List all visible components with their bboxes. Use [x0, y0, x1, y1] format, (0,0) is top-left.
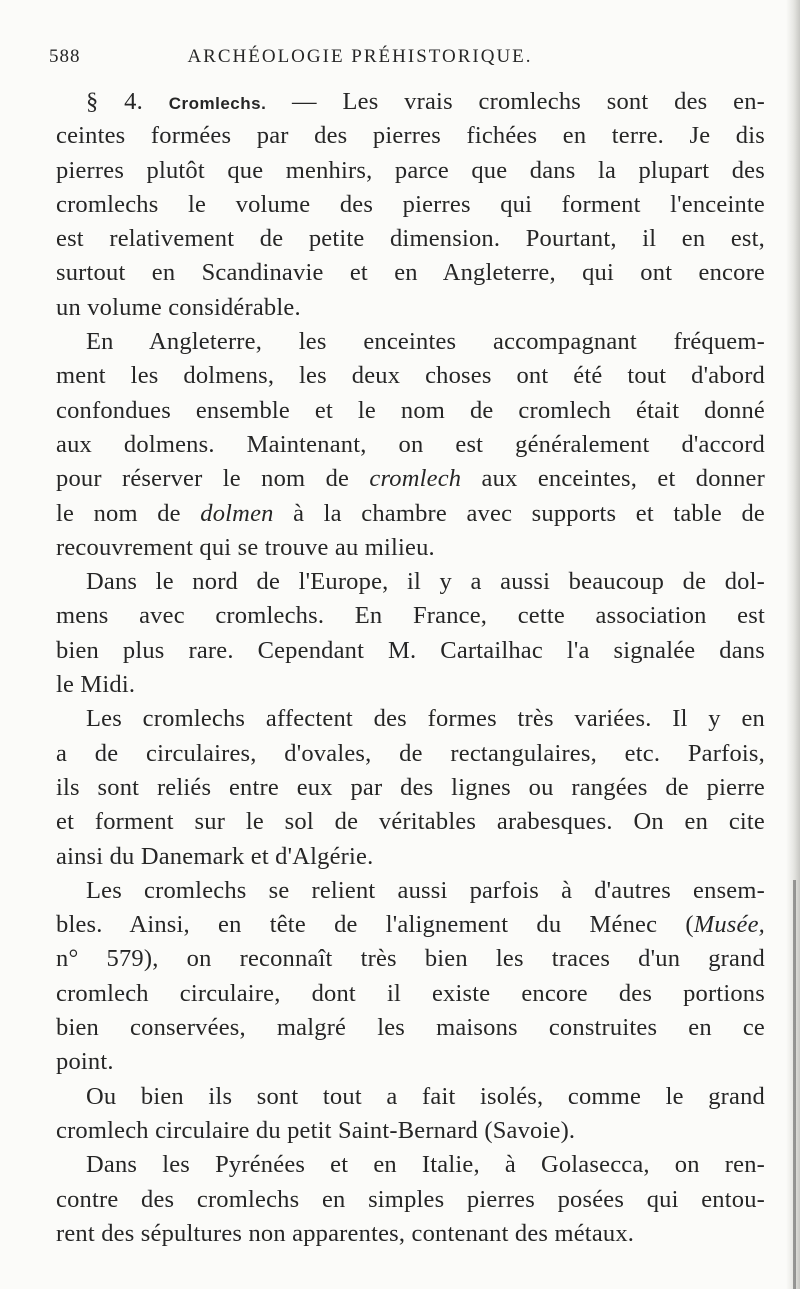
text-line	[56, 634, 765, 668]
text-run: ceintes formées par des pierres fichées en terre. Je dis	[56, 122, 765, 150]
text-run: Dans le nord de l'Europe, il y a aussi beaucoup de dol-	[86, 568, 765, 596]
body-text	[56, 85, 765, 1251]
text-run: le nom de	[56, 499, 201, 527]
text-run: contre des cromlechs en simples pierres posées qui entou-	[56, 1185, 765, 1213]
text-line	[56, 840, 765, 874]
text-run: rent des sépultures non apparentes, contenant des métaux.	[56, 1219, 635, 1247]
text-line	[56, 1183, 765, 1217]
text-line	[56, 702, 765, 736]
text-run: pour réserver le nom de	[56, 465, 370, 493]
page-edge-line	[793, 880, 796, 1289]
text-run: cromlech circulaire du petit Saint-Bernard (Savoie).	[56, 1116, 576, 1144]
text-run: le Midi.	[56, 671, 136, 699]
text-run: à la chambre avec supports et table de	[273, 499, 765, 527]
text-run: Ou bien ils sont tout a fait isolés, comme le grand	[86, 1082, 765, 1110]
text-run: Les cromlechs se relient aussi parfois à d'autres ensem-	[86, 876, 765, 904]
text-run: a de circulaires, d'ovales, de rectangulaires, etc. Parfois,	[56, 739, 765, 767]
text-line	[56, 737, 765, 771]
text-line	[56, 222, 765, 256]
text-line	[56, 1217, 765, 1251]
text-line	[56, 1011, 765, 1045]
italic-term: Musée,	[693, 911, 765, 939]
text-line	[56, 325, 765, 359]
text-line	[56, 874, 765, 908]
text-run: bien conservées, malgré les maisons construites en ce	[56, 1014, 765, 1042]
text-run: bien plus rare. Cependant M. Cartailhac l'a signalée dans	[56, 636, 765, 664]
text-line	[56, 291, 765, 325]
page-header	[0, 46, 800, 76]
text-line	[56, 359, 765, 393]
text-line	[56, 805, 765, 839]
text-line	[56, 565, 765, 599]
text-line	[56, 428, 765, 462]
text-run: pierres plutôt que menhirs, parce que dans la plupart des	[56, 156, 765, 184]
section-label: Cromlechs.	[168, 94, 267, 113]
text-line	[56, 771, 765, 805]
text-run: et forment sur le sol de véritables arabesques. On en cite	[56, 808, 765, 836]
text-line	[56, 668, 765, 702]
text-run: cromlechs le volume des pierres qui forment l'enceinte	[56, 190, 765, 218]
text-line	[56, 1148, 765, 1182]
text-line	[56, 1045, 765, 1079]
text-run: ainsi du Danemark et d'Algérie.	[56, 842, 374, 870]
text-line	[56, 154, 765, 188]
text-run: surtout en Scandinavie et en Angleterre, qui ont encore	[56, 259, 765, 287]
italic-term: cromlech	[369, 465, 462, 493]
text-run: ils sont reliés entre eux par des lignes ou rangées de pierre	[56, 773, 765, 801]
text-run: point.	[56, 1048, 114, 1076]
text-line	[56, 599, 765, 633]
text-run: En Angleterre, les enceintes accompagnant fréquem-	[86, 328, 765, 356]
text-run: — Les vrais cromlechs sont des en-	[266, 88, 766, 115]
text-run: mens avec cromlechs. En France, cette association est	[56, 602, 765, 630]
page-number: 588	[49, 46, 81, 67]
text-line	[56, 1080, 765, 1114]
text-run: aux enceintes, et donner	[461, 465, 765, 493]
text-run: un volume considérable.	[56, 293, 301, 321]
text-run: Dans les Pyrénées et en Italie, à Golasecca, on ren-	[86, 1151, 765, 1179]
text-line	[56, 394, 765, 428]
text-line	[56, 977, 765, 1011]
text-run: confondues ensemble et le nom de cromlech était donné	[56, 396, 765, 424]
text-run: aux dolmens. Maintenant, on est généralement d'accord	[56, 430, 765, 458]
running-head: ARCHÉOLOGIE PRÉHISTORIQUE.	[187, 46, 533, 67]
text-line	[56, 942, 765, 976]
text-line	[56, 1114, 765, 1148]
text-run: recouvrement qui se trouve au milieu.	[56, 533, 435, 561]
text-line	[56, 531, 765, 565]
text-line	[56, 85, 765, 119]
text-run: § 4.	[86, 88, 169, 115]
italic-term: dolmen	[200, 499, 274, 527]
text-line	[56, 908, 765, 942]
text-line	[56, 188, 765, 222]
text-run: ment les dolmens, les deux choses ont été tout d'abord	[56, 362, 765, 390]
text-line	[56, 256, 765, 290]
text-run: cromlech circulaire, dont il existe encore des portions	[56, 979, 765, 1007]
text-run: est relativement de petite dimension. Pourtant, il en est,	[56, 225, 765, 253]
text-run: bles. Ainsi, en tête de l'alignement du Ménec (	[56, 911, 694, 939]
text-line	[56, 497, 765, 531]
text-line	[56, 119, 765, 153]
text-run: n° 579), on reconnaît très bien les traces d'un grand	[56, 945, 765, 973]
text-line	[56, 462, 765, 496]
text-run: Les cromlechs affectent des formes très variées. Il y en	[86, 705, 765, 733]
